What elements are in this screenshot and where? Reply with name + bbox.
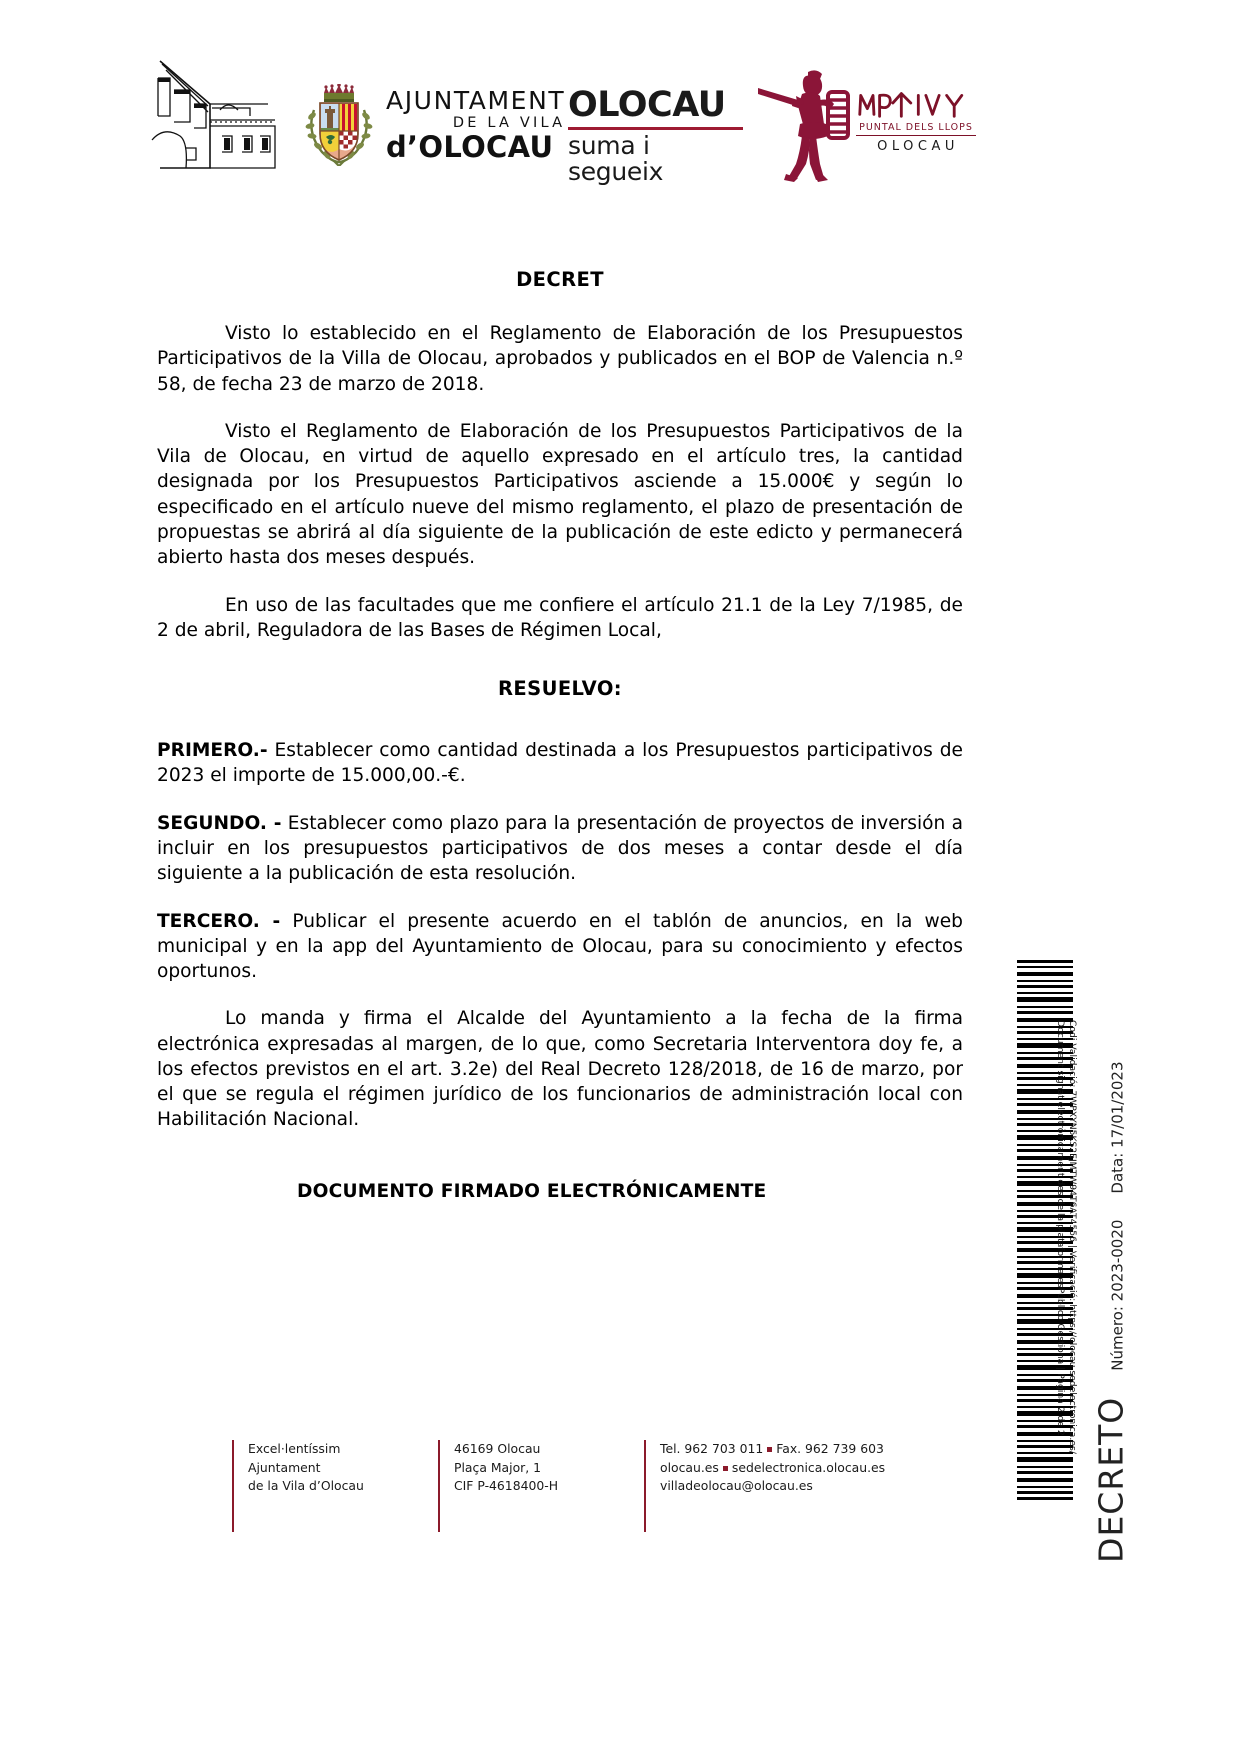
verification-line-1: Codi Validació: 7WPXYN5KS2EJMTW94T6AT4556 | Verificació: https://olocau.sedelectronica.es/ xyxy=(1067,1020,1078,1454)
resolution-segundo-text: Establecer como plazo para la presentación de proyectos de inversión a incluir en los presupuestos participativos de dos meses a contar desde el día siguiente a la publicación de esta resolución. xyxy=(157,812,963,885)
margin-number: Número: 2023-0020 xyxy=(1108,1219,1126,1371)
footer-divider-3 xyxy=(644,1440,646,1532)
olocau-brand-logo xyxy=(568,85,743,187)
document-body xyxy=(157,268,963,1202)
footer-entity-block xyxy=(248,1440,438,1496)
closing-paragraph: Lo manda y firma el Alcalde del Ayuntamiento a la fecha de la firma electrónica expresadas al margen, de lo que, como Secretaria Interventora doy fe, a los efectos previstos en el art. 3.2e) del Real Decreto 128/2018, de 16 de marzo, por el que se regula el régimen jurídico de los funcionarios de administración local con Habilitación Nacional. xyxy=(157,1008,963,1131)
ajuntament-logo xyxy=(302,84,565,166)
document-footer xyxy=(232,1440,972,1545)
footer-divider-1 xyxy=(232,1440,234,1532)
footer-telephone: Tel. 962 703 011 xyxy=(660,1441,764,1456)
ajuntament-wordmark xyxy=(386,85,566,165)
resolution-primero-text: Establecer como cantidad destinada a los Presupuestos participativos de 2023 el importe de 15.000,00.-€. xyxy=(157,740,963,787)
footer-address-line-3: CIF P-4618400-H xyxy=(454,1478,559,1494)
puntal-town: OLOCAU xyxy=(877,139,959,154)
signature-note: DOCUMENTO FIRMADO ELECTRÓNICAMENTE xyxy=(297,1180,767,1202)
separator-square-icon xyxy=(767,1447,772,1452)
iberian-warrior-figure-icon xyxy=(758,66,850,182)
footer-contact-block xyxy=(660,1440,960,1496)
paragraph-3: En uso de las facultades que me confiere el artículo 21.1 de la Ley 7/1985, de 2 de abril, Reguladora de las Bases de Régimen Local, xyxy=(157,594,963,641)
ajuntament-line-3: d’OLOCAU xyxy=(386,130,554,165)
olocau-coat-of-arms-icon xyxy=(302,84,376,166)
footer-website[interactable]: olocau.es xyxy=(660,1459,719,1475)
resolution-tercero-label: TERCERO. - xyxy=(157,910,281,932)
separator-square-icon xyxy=(723,1466,728,1471)
olocau-brand-main: OLOCAU xyxy=(568,85,726,125)
paragraph-2: Visto el Reglamento de Elaboración de los Presupuestos Participativos de la Vila de Olocau, en virtud de aquello expresado en el artículo tres, la cantidad designada por los Presupuestos Participativos asciende a 15.000€ y según lo especificado en el artículo nueve del mismo reglamento, el plazo de presentación de propuestas se abrirá al día siguiente de la publicación de este edicto y permanecerá abierto hasta dos meses después. xyxy=(157,420,963,569)
paragraph-1: Visto lo establecido en el Reglamento de Elaboración de los Presupuestos Participativos de la Villa de Olocau, aprobados y publicados en el BOP de Valencia n.º 58, de fecha 23 de marzo de 2018. xyxy=(157,323,963,395)
iberian-script-glyphs-icon xyxy=(856,86,979,120)
footer-contact-webs xyxy=(660,1459,960,1478)
footer-divider-2 xyxy=(438,1440,440,1532)
page-title: DECRET xyxy=(516,268,604,291)
footer-address-block xyxy=(454,1440,644,1496)
footer-entity-line-3: de la Vila d’Olocau xyxy=(248,1478,364,1494)
footer-address-line-1: 46169 Olocau xyxy=(454,1441,541,1456)
footer-fax: Fax. 962 739 603 xyxy=(776,1441,884,1456)
footer-email[interactable]: villadeolocau@olocau.es xyxy=(660,1478,813,1494)
verification-code xyxy=(1055,1020,1078,1520)
resolution-primero xyxy=(157,738,963,789)
olocau-brand-sub: suma i segueix xyxy=(568,131,664,187)
resolution-primero-label: PRIMERO.- xyxy=(157,740,268,762)
verification-line-2: Document signat electrònicament des de la plataforma esPúblico Gestiona | Pàgina 2 de 2 xyxy=(1055,1020,1067,1436)
resolution-tercero xyxy=(157,909,963,985)
olocau-brand-rule xyxy=(568,127,743,130)
margin-metadata xyxy=(1091,1061,1130,1562)
town-hall-line-drawing-icon xyxy=(150,56,280,176)
footer-sede[interactable]: sedelectronica.olocau.es xyxy=(731,1459,886,1475)
puntal-dels-llops-logo xyxy=(856,86,976,154)
resolution-segundo-label: SEGUNDO. - xyxy=(157,812,282,834)
footer-contact-phones xyxy=(660,1440,960,1459)
margin-type-label: DECRETO xyxy=(1091,1396,1130,1563)
footer-entity-line-2: Ajuntament xyxy=(248,1459,321,1475)
ajuntament-line-1: AJUNTAMENT xyxy=(386,85,566,115)
ajuntament-line-2: DE LA VILA xyxy=(452,114,566,131)
footer-entity-line-1: Excel·lentíssim xyxy=(248,1441,341,1456)
margin-date: Data: 17/01/2023 xyxy=(1108,1061,1126,1194)
footer-address-line-2: Plaça Major, 1 xyxy=(454,1459,542,1475)
document-header xyxy=(150,48,973,187)
resolution-segundo xyxy=(157,811,963,887)
resolution-tercero-text: Publicar el presente acuerdo en el tablón de anuncios, en la web municipal y en la app del Ayuntamiento de Olocau, para su conocimiento y efectos oportunos. xyxy=(157,910,963,983)
puntal-subtitle: PUNTAL DELS LLOPS xyxy=(856,122,976,136)
resolve-heading: RESUELVO: xyxy=(498,677,622,701)
